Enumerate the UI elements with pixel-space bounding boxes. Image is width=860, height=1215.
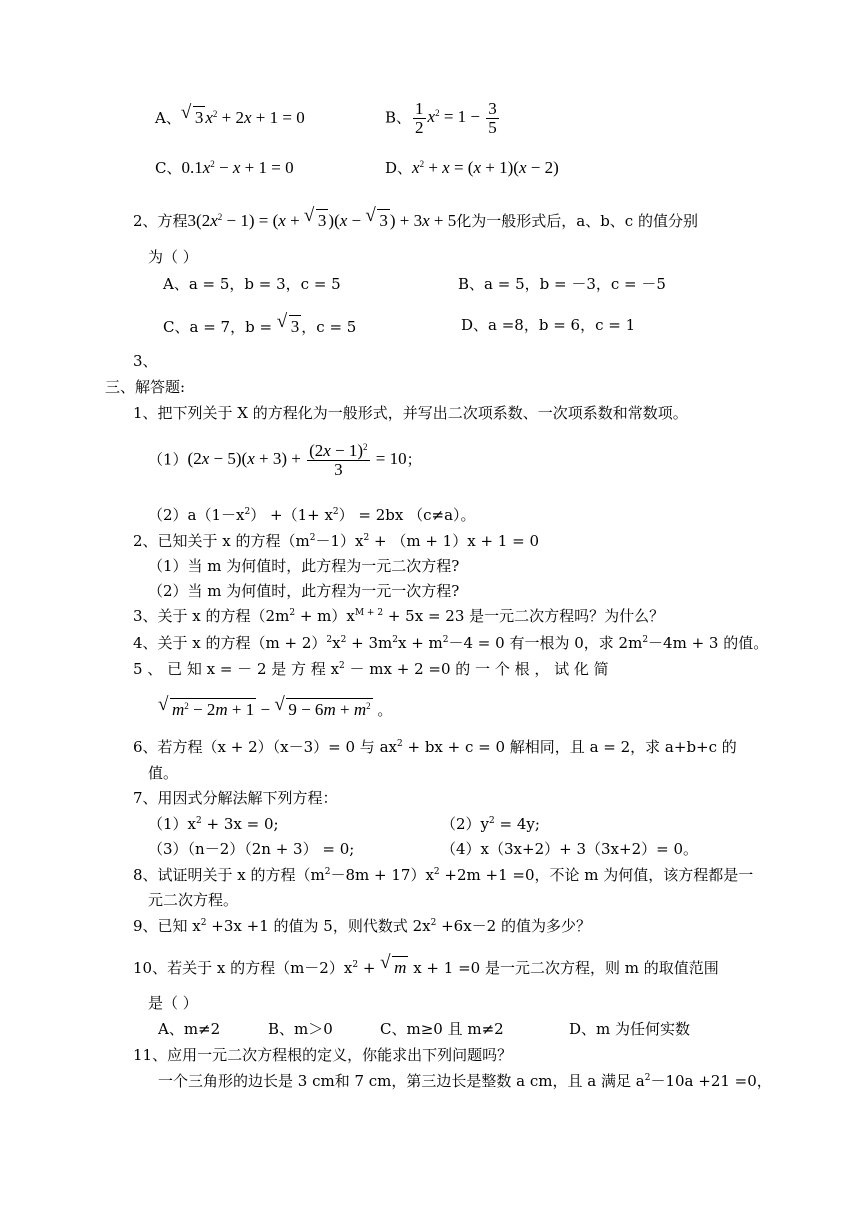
q1-option-d: D、$x^2 + x = (x + 1)(x - 2)$: [385, 158, 559, 177]
q2-option-b: B、a = 5，b = －3，c = －5: [458, 275, 666, 293]
p6-line2: 值。: [148, 764, 179, 782]
p1-sub2: $(2)a(1-x^2) +(1+ x^2) = 2bx$ （c≠a）。: [148, 506, 476, 524]
q3-label: 3、: [133, 352, 158, 370]
p10-option-d: D、m 为任何实数: [569, 1020, 691, 1038]
q1-option-a: A、 √ 3 $x^2 + 2x + 1 = 0$: [155, 102, 305, 127]
q2-option-a: A、a = 5，b = 3，c = 5: [163, 275, 341, 293]
p7-sub3: （3）（n－2）（2n + 3） = 0;: [148, 840, 355, 858]
p10-option-c: C、m≥0 且 m≠2: [380, 1020, 504, 1038]
p10-line2: 是（ ）: [148, 994, 198, 1012]
p3: 3、关于 x 的方程$(2m^2 + m)x^{M + 2} + 5x = 23$ 是一元二次方程吗？为什么？: [133, 607, 665, 625]
p1-sub1: （1）(2x − 5)(x + 3) + $\frac{(2x - 1)^2}{3}$ = 10；: [148, 441, 422, 479]
q2-line2: 为（ ）: [148, 248, 198, 266]
p10-option-a: A、m≠2: [158, 1020, 221, 1038]
q2-option-d: D、a =8，b = 6，c = 1: [461, 316, 636, 334]
p2-sub2: （2）当 m 为何值时，此方程为一元一次方程?: [148, 582, 460, 600]
p7-stem: 7、用因式分解法解下列方程：: [133, 789, 338, 807]
section-3-title: 三、解答题:: [105, 378, 186, 396]
p11-line2: 一个三角形的边长是 3 cm和 7 cm，第三边长是整数 a cm，且 a 满足 $a^2-10a +21 =0$，: [158, 1072, 772, 1090]
p2-sub1: （1）当 m 为何值时，此方程为一元二次方程?: [148, 557, 460, 575]
p5-stem: 5 、 已 知 x = － 2 是 方 程 $x^2$ － mx + 2 =0 的 一 个 根 ， 试 化 简: [133, 660, 609, 678]
p2-stem: 2、已知关于 x 的方程$(m^2-1)x^2 + (m + 1)x + 1 = 0$: [133, 532, 539, 550]
q2-stem: 2、方程$3(2x^2 - 1) = (x$ + √ 3 )(x − √ 3 ) + 3x + 5化为一般形式后，a、b、c 的值分别: [133, 205, 698, 230]
p11-line1: 11、应用一元二次方程根的定义，你能求出下列问题吗？: [133, 1046, 513, 1064]
p10-stem: 10、若关于 x 的方程$(m-2)x^2$ + √ m x + 1 =0 是一元二次方程，则 m 的取值范围: [133, 952, 719, 977]
p5-formula: √ $m^2 - 2m + 1$ − √ $9 - 6m + m^2$ 。: [158, 694, 393, 719]
p10-option-b: B、m＞0: [268, 1020, 333, 1038]
q2-option-c: C、a = 7，b = √ 3 ，c = 5: [163, 311, 357, 336]
q1-option-b: B、 $\frac{1}{2}$ $x^2 = 1$ − $\frac{3}{5}$: [385, 99, 497, 137]
p1-stem: 1、把下列关于 X 的方程化为一般形式，并写出二次项系数、一次项系数和常数项。: [133, 404, 688, 422]
p7-sub2: $(2)y^2 = 4y$;: [441, 815, 540, 833]
p4: 4、关于 x 的方程$(m + 2)^2x^2 + 3m^2x + m^2-4 = 0$ 有一根为 0，求 $2m^2-4m + 3$ 的值。: [133, 634, 769, 652]
p7-sub4: （4）x（3x+2）+ 3（3x+2）= 0。: [441, 840, 698, 858]
q1-option-c: C、$0.1x^2 - x + 1 = 0$: [155, 158, 294, 177]
p9: 9、已知 $x^2 +3x +1$ 的值为 5，则代数式 $2x^2 +6x-2$ 的值为多少？: [133, 917, 591, 935]
p8-line2: 元二次方程。: [148, 891, 239, 909]
p8-line1: 8、试证明关于 x 的方程$(m^2-8m + 17)x^2 +2m +1 =0$，不论 m 为何值，该方程都是一: [133, 866, 754, 884]
p6-line1: 6、若方程（x + 2）（x－3）= 0 与 $ax^2$ + bx + c = 0 解相同，且 a = 2，求 a+b+c 的: [133, 738, 737, 756]
p7-sub1: $(1)x^2 + 3x = 0$;: [148, 815, 279, 833]
